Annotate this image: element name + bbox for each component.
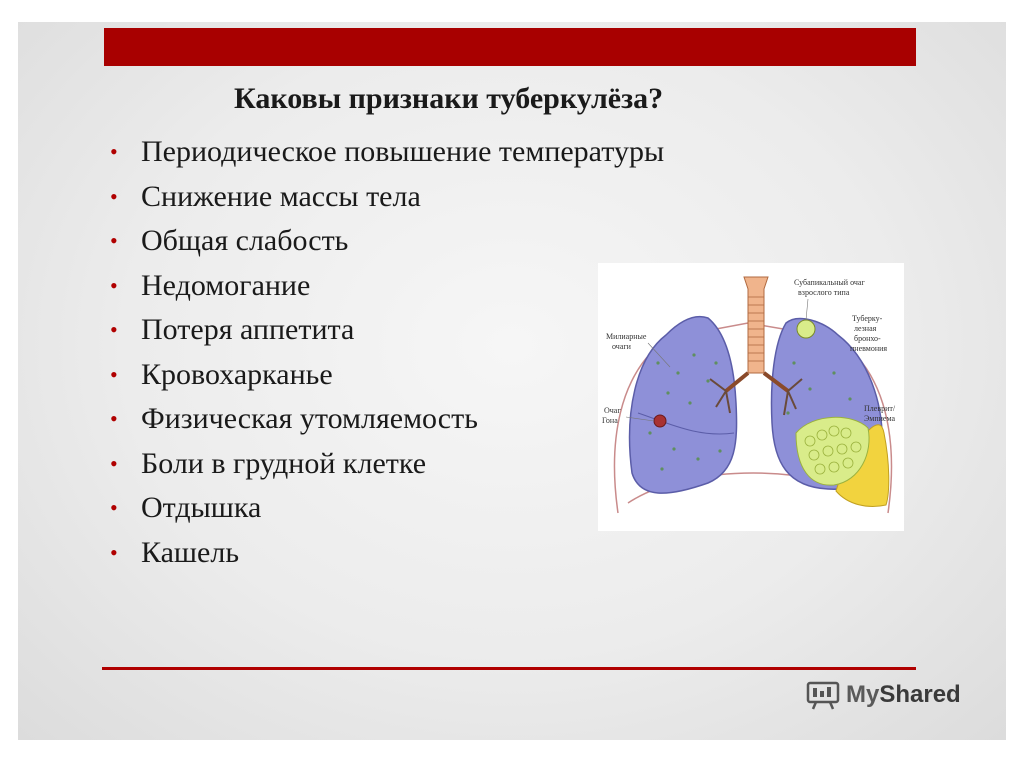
list-item xyxy=(110,353,664,398)
list-item-text: Периодическое повышение температуры xyxy=(141,135,665,169)
list-item-text: Общая слабость xyxy=(141,224,349,258)
left-lung xyxy=(630,317,737,493)
list-item xyxy=(110,219,664,264)
label-tb-pneumonia: пневмония xyxy=(850,344,888,353)
label-tb-pneumonia: лезная xyxy=(854,324,877,333)
list-item xyxy=(110,130,664,175)
myshared-logo-icon xyxy=(806,680,840,710)
subapical-focus-icon xyxy=(797,320,815,338)
list-item-text: Кровохарканье xyxy=(141,357,333,391)
watermark xyxy=(806,677,961,713)
list-item-text: Снижение массы тела xyxy=(141,179,421,213)
label-miliary: очаги xyxy=(612,342,631,351)
list-item xyxy=(110,397,664,442)
label-subapical: Субапикальный очаг xyxy=(794,278,865,287)
label-tb-pneumonia: бронхо- xyxy=(854,334,881,343)
bottom-accent-line xyxy=(102,667,916,670)
bullet-icon: • xyxy=(110,317,118,343)
label-ghon: Гона xyxy=(602,416,618,425)
bullet-icon: • xyxy=(110,272,118,298)
bullet-icon: • xyxy=(110,539,118,565)
list-item xyxy=(110,531,664,576)
label-ghon: Очаг xyxy=(604,406,621,415)
lungs-illustration xyxy=(598,263,904,531)
list-item-text: Недомогание xyxy=(141,268,311,302)
list-item xyxy=(110,442,664,487)
slide xyxy=(18,22,1006,740)
label-tb-pneumonia: Туберку- xyxy=(852,314,883,323)
label-pleurisy: Эмпиема xyxy=(864,414,896,423)
list-item-text: Физическая утомляемость xyxy=(141,402,478,436)
bullet-icon: • xyxy=(110,406,118,432)
lungs-diagram xyxy=(598,263,904,531)
list-item xyxy=(110,486,664,531)
watermark-text: MyShared xyxy=(846,681,961,708)
list-item xyxy=(110,264,664,309)
list-item xyxy=(110,308,664,353)
bullet-icon: • xyxy=(110,450,118,476)
label-miliary: Милиарные xyxy=(606,332,647,341)
ghon-focus-icon xyxy=(654,415,666,427)
list-item-text: Кашель xyxy=(141,535,239,569)
top-accent-bar xyxy=(104,28,916,66)
bullet-icon: • xyxy=(110,228,118,254)
list-item-text: Отдышка xyxy=(141,491,262,525)
symptom-list xyxy=(110,130,664,575)
label-subapical: взрослого типа xyxy=(798,288,850,297)
bullet-icon: • xyxy=(110,139,118,165)
list-item xyxy=(110,175,664,220)
bullet-icon: • xyxy=(110,495,118,521)
bullet-icon: • xyxy=(110,361,118,387)
list-item-text: Потеря аппетита xyxy=(141,313,355,347)
list-item-text: Боли в грудной клетке xyxy=(141,446,427,480)
label-pleurisy: Плеврит/ xyxy=(864,404,896,413)
slide-title: Каковы признаки туберкулёза? xyxy=(234,82,664,115)
bullet-icon: • xyxy=(110,183,118,209)
